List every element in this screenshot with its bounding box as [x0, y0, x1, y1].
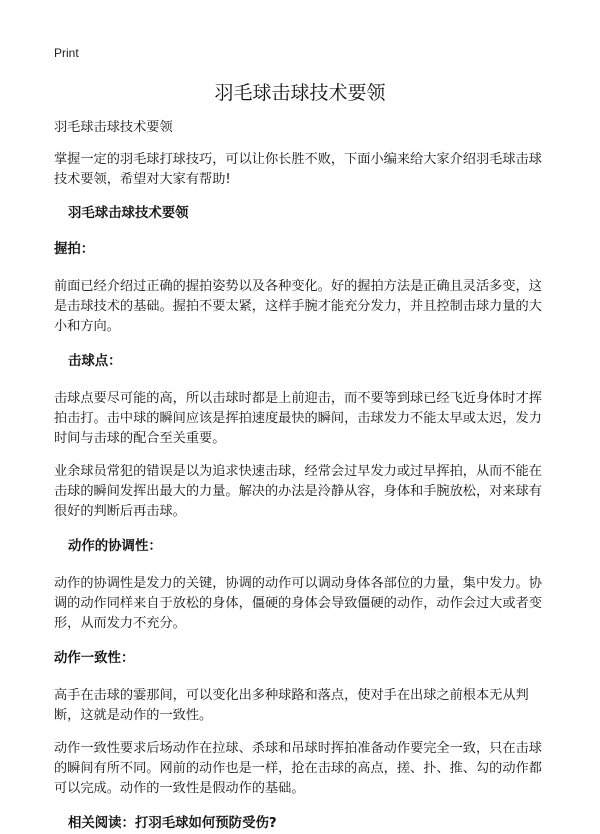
page-title: 羽毛球击球技术要领: [214, 82, 386, 104]
coordination-heading: 动作的协调性：: [68, 539, 162, 554]
intro-paragraph: 掌握一定的羽毛球打球技巧，可以让你长胜不败，下面小编来给大家介绍羽毛球击球技术要领，希望对大家有帮助!: [54, 152, 542, 187]
article-body: [54, 118, 548, 834]
section-heading: 羽毛球击球技术要领: [68, 206, 189, 221]
hitting-point-paragraph-1: 击球点要尽可能的高，所以击球时都是上前迎击，而不要等到球已经飞近身体时才挥拍击打。击中球的瞬间应该是挥拍速度最快的瞬间，击球发力不能太早或太迟，发力时间与击球的配合至关重要。: [54, 391, 542, 446]
consistency-paragraph-1: 高手在击球的霎那间，可以变化出多种球路和落点，使对手在出球之前根本无从判断，这就是动作的一致性。: [54, 688, 529, 723]
coordination-paragraph: 动作的协调性是发力的关键，协调的动作可以调动身体各部位的力量，集中发力。协调的动作同样来自于放松的身体，僵硬的身体会导致僵硬的动作，动作会过大或者变形，从而发力不充分。: [54, 576, 542, 631]
hitting-point-paragraph-2: 业余球员常犯的错误是以为追求快速击球，经常会过早发力或过早挥拍，从而不能在击球的瞬间发挥出最大的力量。解决的办法是泠静从容，身体和手腕放松，对来球有很好的判断后再击球。: [54, 464, 542, 519]
hitting-point-heading: 击球点：: [68, 354, 122, 369]
grip-paragraph: 前面已经介绍过正确的握拍姿势以及各种变化。好的握拍方法是正确且灵活多变，这是击球技术的基础。握拍不要太紧，这样手腕才能充分发力，并且控制击球力量的大小和方向。: [54, 279, 542, 334]
print-label: Print: [54, 46, 79, 60]
consistency-paragraph-2: 动作一致性要求后场动作在拉球、杀球和吊球时挥拍准备动作要完全一致，只在击球的瞬间有所不同。网前的动作也是一样，抢在击球的高点，搓、扑、推、勾的动作都可以完成。动作的一致性是假动作的基础。: [54, 741, 542, 796]
related-reading-heading: 相关阅读：打羽毛球如何预防受伤?: [68, 816, 277, 831]
grip-heading: 握拍：: [54, 242, 95, 257]
consistency-heading: 动作一致性：: [54, 651, 135, 666]
subtitle: 羽毛球击球技术要领: [54, 120, 173, 135]
